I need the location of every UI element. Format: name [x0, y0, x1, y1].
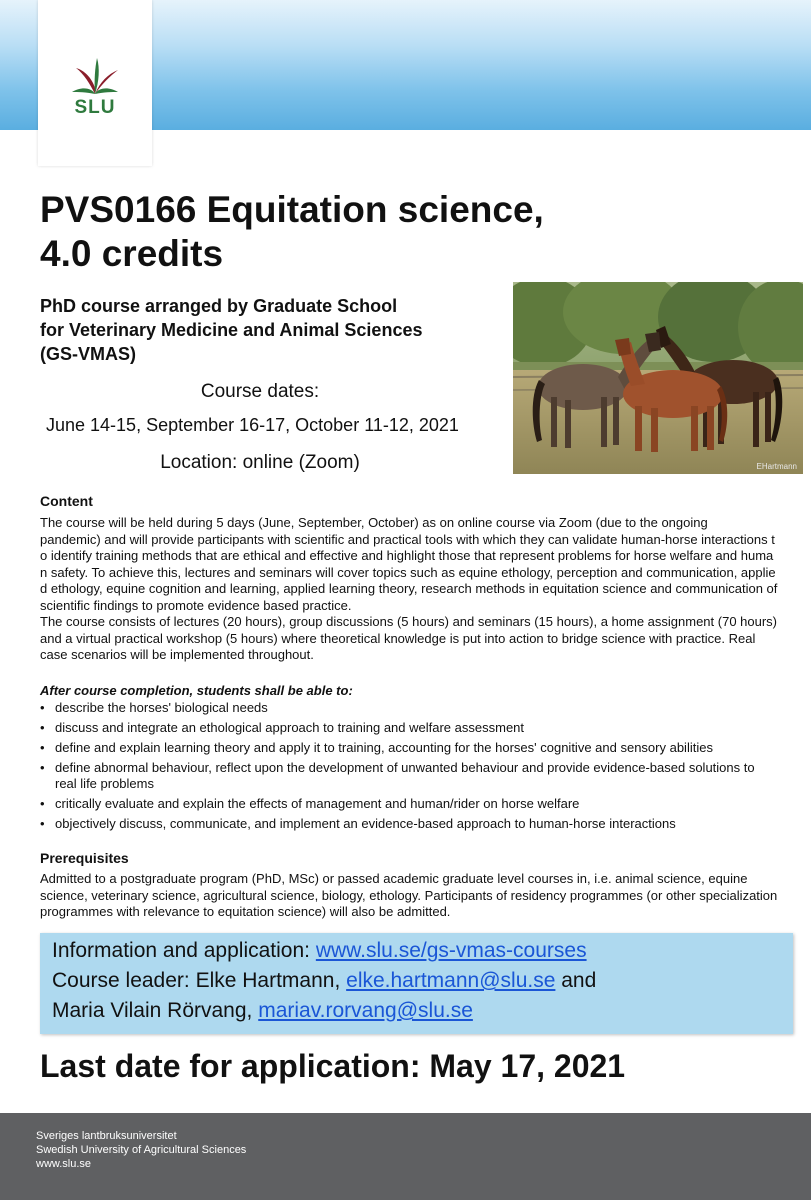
list-item: • define and explain learning theory and apply it to training, accounting for the horses' cognitive and sensory abilities — [40, 740, 802, 756]
page-title: PVS0166 Equitation science, 4.0 credits — [40, 189, 544, 274]
leader2-line: Maria Vilain Rörvang, mariav.rorvang@slu.se — [52, 999, 473, 1022]
bullet-icon — [40, 740, 45, 756]
bullet-icon — [40, 720, 45, 736]
list-item: • discuss and integrate an ethological approach to training and welfare assessment — [40, 720, 802, 736]
footer-university-en: Swedish University of Agricultural Sciences — [36, 1144, 247, 1156]
info-box — [40, 933, 793, 1034]
content-heading: Content — [40, 493, 93, 509]
footer — [0, 1113, 811, 1200]
footer-university-sv: Sveriges lantbruksuniversitet — [36, 1130, 177, 1142]
horses-photo — [513, 282, 803, 474]
leader-line: Course leader: Elke Hartmann, elke.hartmann@slu.se and — [52, 969, 597, 992]
slu-leaf-icon — [62, 56, 128, 96]
bullet-icon — [40, 816, 45, 832]
list-item: • define abnormal behaviour, reflect upon the development of unwanted behaviour and provide evidence-based solutions to real life problems — [40, 760, 802, 792]
footer-website: www.slu.se — [36, 1158, 92, 1170]
photo-credit: EHartmann — [756, 462, 797, 471]
prerequisites-heading: Prerequisites — [40, 850, 129, 866]
list-item: • critically evaluate and explain the effects of management and human/rider on horse welfare — [40, 796, 802, 812]
course-dates: June 14-15, September 16-17, October 11-12, 2021 — [46, 415, 459, 435]
list-item: • describe the horses' biological needs — [40, 700, 802, 716]
info-line: Information and application: www.slu.se/gs-vmas-courses — [52, 939, 587, 962]
course-subtitle: PhD course arranged by Graduate School for Veterinary Medicine and Animal Sciences (GS-VMAS) — [40, 296, 423, 364]
slu-logo[interactable] — [38, 0, 152, 166]
application-deadline: Last date for application: May 17, 2021 — [40, 1048, 626, 1084]
course-dates-label: Course dates: — [200, 381, 320, 402]
info-link[interactable]: www.slu.se/gs-vmas-courses — [315, 939, 587, 962]
outcomes-heading: After course completion, students shall be able to: — [40, 683, 353, 698]
course-location: Location: online (Zoom) — [160, 452, 360, 473]
bullet-icon — [40, 700, 45, 716]
leader-email-link[interactable]: elke.hartmann@slu.se — [346, 969, 556, 992]
bullet-icon — [40, 760, 45, 776]
content-text: The course will be held during 5 days (June, September, October) as on online course via Zoom (due to the ongoing pandemic) and will provide participants with scientific and practical tools with which they can validate human-horse interactions t o identify training methods that are ethical and effective and highlight those that represent problems for horse welfare and huma n safety. To achieve this, lectures and seminars will cover topics such as equine ethology, perception and communication, applie d ethology, equine cognition and learning, applied learning theory, research methods in equitation science and communication of scientific findings to promote evidence based practice. The course consists of lectures (20 hours), group discussions (5 hours) and seminars (15 hours), a home assignment (70 hours) and a virtual practical workshop (5 hours) where theoretical knowledge is put into action to bridge science with practice. Real case scenarios will be implemented throughout. — [40, 515, 778, 662]
leader2-email-link[interactable]: mariav.rorvang@slu.se — [258, 999, 473, 1022]
bullet-icon — [40, 796, 45, 812]
logo-text: SLU — [74, 97, 116, 118]
list-item: • objectively discuss, communicate, and implement an evidence-based approach to human-horse interactions — [40, 816, 802, 832]
prerequisites-text: Admitted to a postgraduate program (PhD, MSc) or passed academic graduate level courses in, i.e. animal science, equine science, veterinary science, agricultural science, biology, ethology. Participants of residency programmes (or other specialization programmes with relevance to equitation science) will also be admitted. — [40, 871, 778, 919]
outcomes-list — [40, 700, 802, 836]
